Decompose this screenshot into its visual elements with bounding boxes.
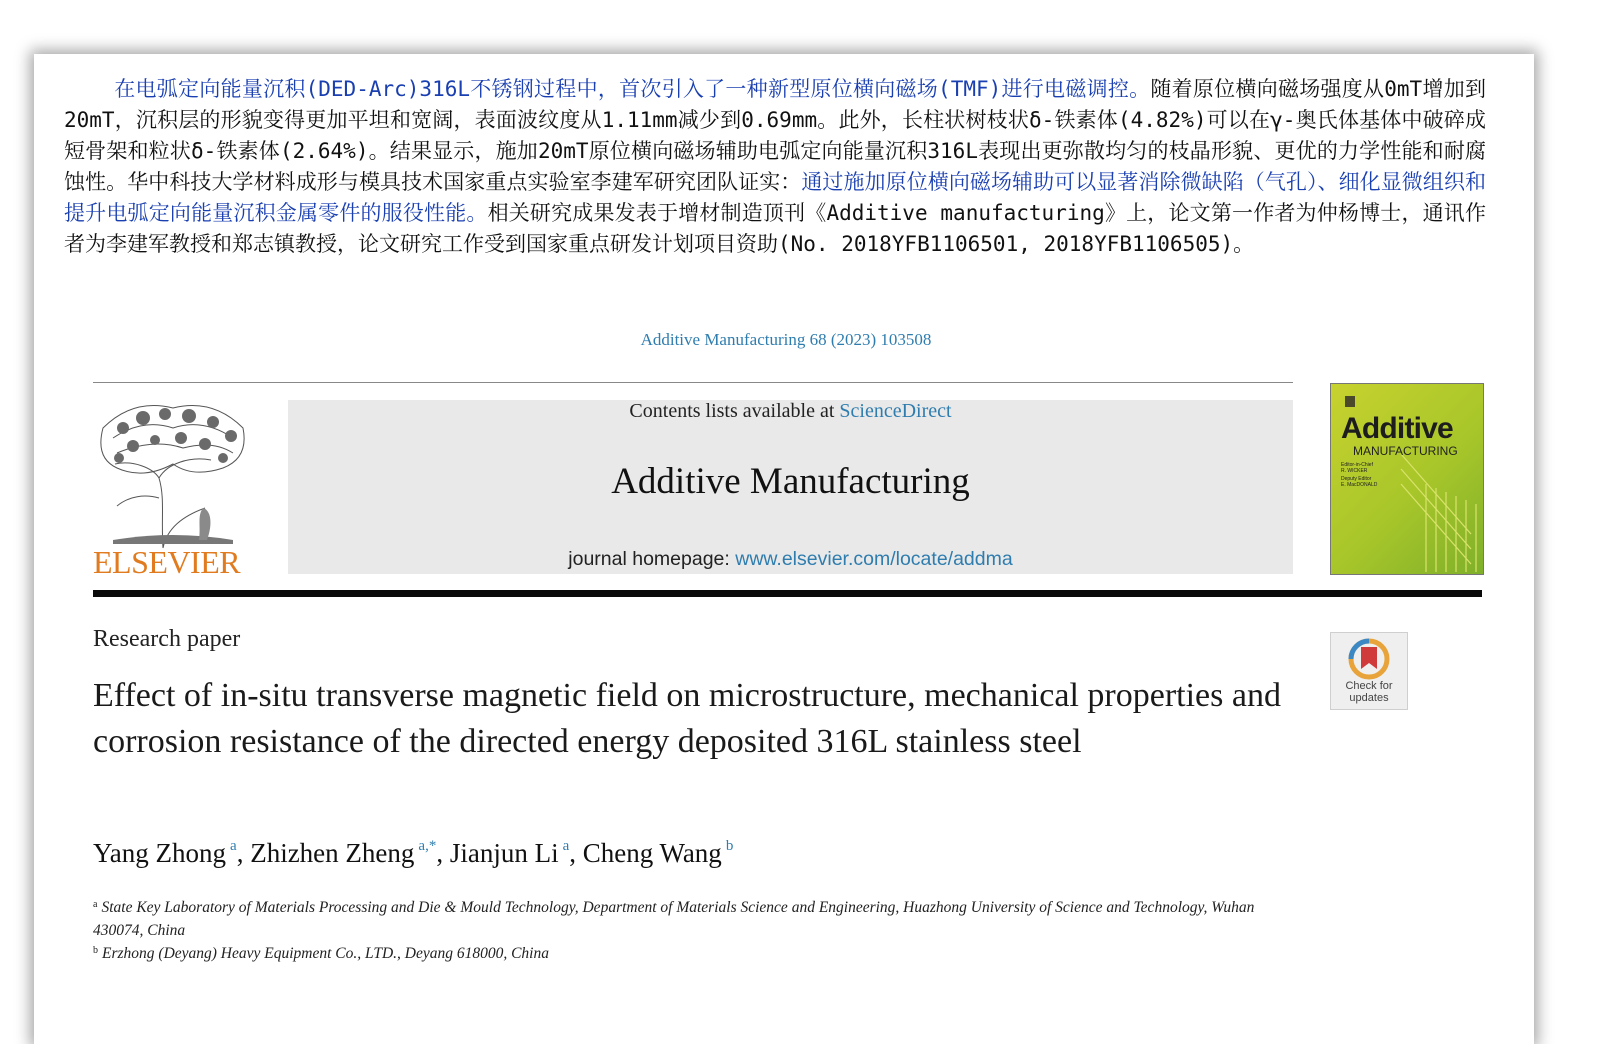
author-list: Yang Zhong $^a$, Zhizhen Zheng $^{a,*}$, Jianjun Li $^a$, Cheng Wang $^b$ [93,838,734,868]
intro-highlight-1: 在电弧定向能量沉积(DED-Arc)316L不锈钢过程中，首次引入了一种新型原位横向磁场(TMF)进行电磁调控。 [114,77,1151,101]
cover-editor-name: R. WICKER [1341,468,1368,474]
cover-title: Additive [1341,412,1453,445]
affiliation-a [93,893,1293,942]
intro-body-2: 相关研究成果发表于增材制造顶刊《Additive manufacturing》上，论文第一作者为仲杨博士，通讯作者为李建军教授和郑志镇教授，论文研究工作受到国家重点研发计划项目资助(No. 2018YFB1106501, 2018YFB1106505)。 [64,201,1486,256]
sciencedirect-link[interactable]: ScienceDirect [839,400,952,422]
intro-highlight-2: 通过施加原位横向磁场辅助可以显著消除微缺陷（气孔）、细化显微组织和提升电弧定向能量沉积金属零件的服役性能。 [64,170,1487,225]
journal-cover-thumbnail[interactable] [1330,383,1484,575]
author-name[interactable]: Cheng Wang [582,838,722,868]
affiliation-key: b [93,945,98,956]
elsevier-wordmark[interactable]: ELSEVIER [93,544,241,580]
author-affiliation-mark[interactable]: a,* [418,838,437,854]
article-type: Research paper [93,626,241,652]
intro-body-1: 随着原位横向磁场强度从0mT增加到20mT，沉积层的形貌变得更加平坦和宽阔，表面波纹度从1.11mm减少到0.69mm。此外，长柱状树枝状δ-铁素体(4.82%)可以在γ-奥氏体基体中破碎成短骨架和粒状δ-铁素体(2.64%)。结果显示，施加20mT原位横向磁场辅助电弧定向能量沉积316L表现出更弥散均匀的枝晶形貌、更优的力学性能和耐腐蚀性。华中科技大学材料成形与模具技术国家重点实验室李建军研究团队证实： [64,77,1486,194]
author-affiliation-mark[interactable]: b [725,838,734,854]
affiliation-text: State Key Laboratory of Materials Processing and Die & Mould Technology, Department of Materials Science and Engineering, Huazhong University of Science and Technology, Wuhan 430074, China [93,899,1255,939]
homepage-prefix: journal homepage: [568,548,730,570]
contents-line [288,400,1293,423]
chinese-intro-paragraph [64,74,1486,260]
article-title: Effect of in-situ transverse magnetic field on microstructure, mechanical properties and corrosion resistance of the directed energy deposited 316L stainless steel [93,677,1281,760]
cover-subtitle: MANUFACTURING [1353,444,1458,458]
affiliation-b [93,939,1293,965]
author-affiliation-mark[interactable]: a [230,838,237,854]
cover-deputy-name: E. MacDONALD [1341,482,1378,488]
author-affiliation-mark[interactable]: a [562,838,570,854]
affiliation-text: Erzhong (Deyang) Heavy Equipment Co., LTD., Deyang 618000, China [102,945,549,962]
check-updates-icon [1347,637,1391,681]
header-divider-thick [93,590,1482,597]
affiliation-key: a [93,899,98,910]
cover-deputy-label: Deputy Editor [1341,476,1372,482]
journal-banner [288,400,1293,574]
journal-citation[interactable]: Additive Manufacturing 68 (2023) 103508 [640,330,932,349]
cover-editor-label: Editor-in-Chief [1341,462,1373,468]
journal-title: Additive Manufacturing [611,461,970,502]
author-name[interactable]: Jianjun Li [449,838,559,868]
check-for-updates-button[interactable] [1330,632,1408,710]
contents-prefix: Contents lists available at [629,400,835,422]
author-name[interactable]: Zhizhen Zheng [250,838,415,868]
check-updates-label: Check for updates [1345,680,1393,704]
header-divider-thin [93,382,1293,383]
author-name[interactable]: Yang Zhong [93,838,227,868]
homepage-line [288,548,1293,571]
journal-homepage-link[interactable]: www.elsevier.com/locate/addma [735,548,1013,570]
